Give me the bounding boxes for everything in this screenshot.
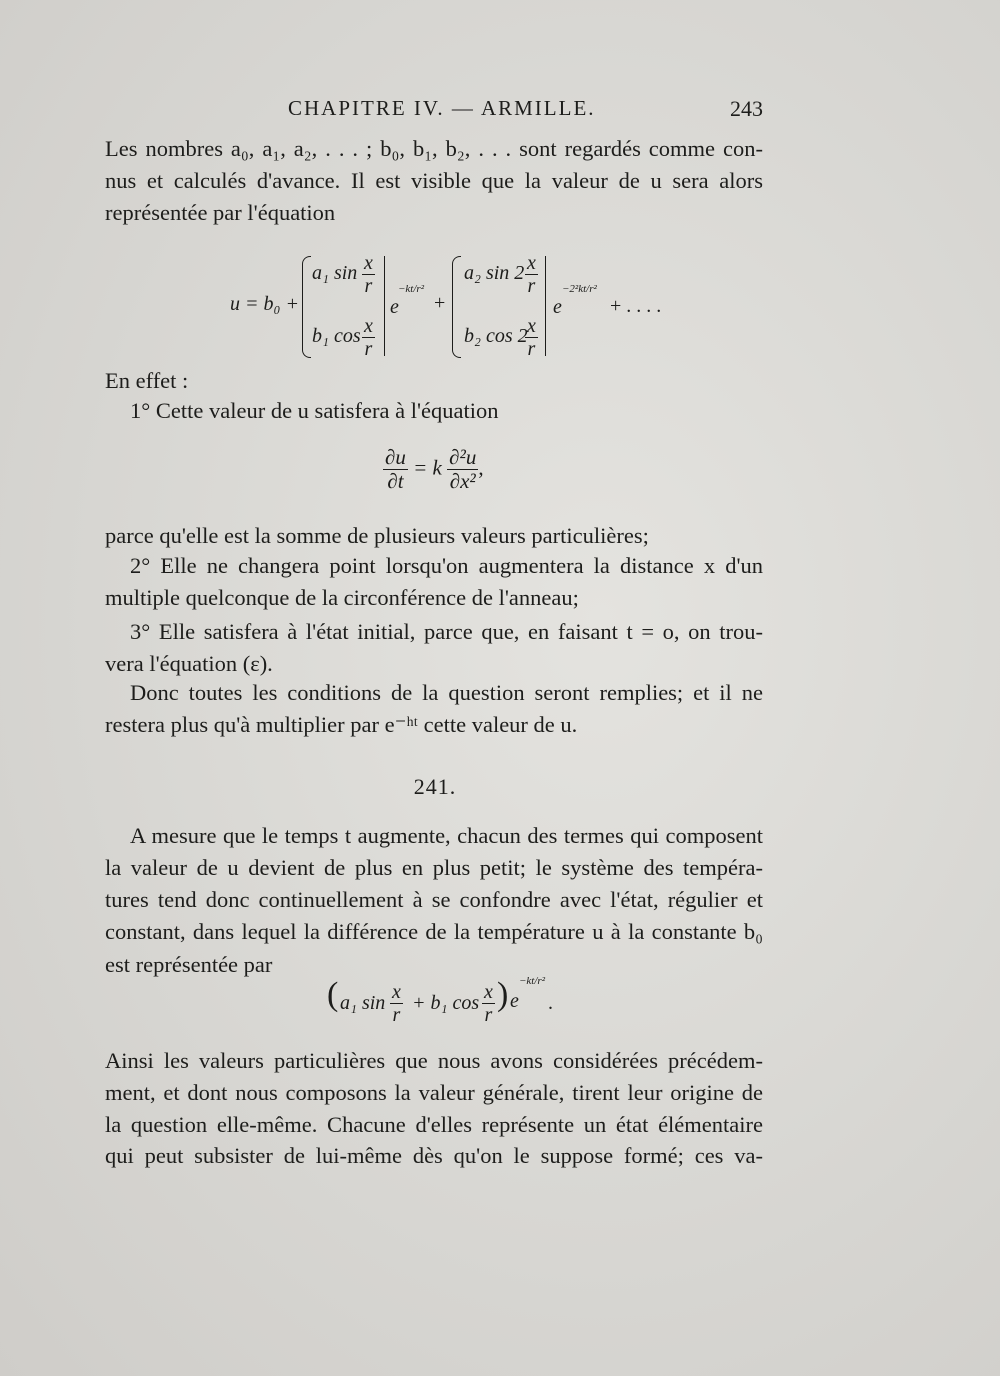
eq1-e: e <box>390 296 399 318</box>
eq3-exponent: −kt/r² <box>519 975 545 987</box>
text-line: Ainsi les valeurs particulières que nous avons considérées précédem- <box>105 1048 763 1073</box>
text-line: tures tend donc continuellement à se confondre avec l'état, régulier et <box>105 887 763 912</box>
text-line: représentée par l'équation <box>105 200 336 225</box>
right-bar <box>384 256 385 356</box>
eq3-x: x <box>392 981 401 1003</box>
eq1-r: r <box>527 338 536 360</box>
eq1-lhs: u = b₀ + <box>230 293 299 315</box>
eq3-mid: + b₁ cos <box>412 992 480 1014</box>
text-line: Donc toutes les conditions de la question seront remplies; et il ne <box>130 680 763 705</box>
eq1-exponent: −2²kt/r² <box>562 283 597 295</box>
eq3-e: e <box>510 990 519 1012</box>
text-line: la valeur de u devient de plus en plus petit; le système des tempéra- <box>105 855 763 880</box>
eq1-b1: b₁ cos <box>312 325 361 347</box>
eq3-x: x <box>484 981 493 1003</box>
right-bar <box>545 256 546 356</box>
section-label: 241. <box>413 774 457 799</box>
eq1-exponent: −kt/r² <box>398 283 424 295</box>
eq1-tail: + . . . . <box>610 295 662 317</box>
section-number <box>0 774 1000 800</box>
page-number: 243 <box>730 96 763 121</box>
text-line: 1° Cette valeur de u satisfera à l'équation <box>130 398 499 423</box>
eq1-x: x <box>527 315 536 337</box>
eq1-x: x <box>364 315 373 337</box>
text-line: parce qu'elle est la somme de plusieurs valeurs particulières; <box>105 523 649 548</box>
text-line: est représentée par <box>105 952 273 977</box>
eq1-x: x <box>364 252 373 274</box>
text-line: restera plus qu'à multiplier par e⁻ʰᵗ cette valeur de u. <box>105 712 578 737</box>
eq2-equals-k: = k <box>413 455 442 480</box>
eq3-r: r <box>392 1004 401 1026</box>
text-line: nus et calculés d'avance. Il est visible que la valeur de u sera alors <box>105 168 763 193</box>
eq2-den-left: ∂t <box>387 469 404 494</box>
eq2-num-right: ∂²u <box>449 445 477 469</box>
text-line: Les nombres a₀, a₁, a₂, . . . ; b₀, b₁, b₂, . . . sont regardés comme con- <box>105 136 763 161</box>
text-line: constant, dans lequel la différence de la température u à la constante b₀ <box>105 919 763 944</box>
chapter-title: CHAPITRE IV. — ARMILLE. <box>288 96 596 120</box>
left-brace <box>452 256 461 358</box>
left-brace <box>302 256 311 358</box>
open-paren: ( <box>327 976 339 1013</box>
eq1-a1: a₁ sin <box>312 262 358 284</box>
eq1-a2: a₂ sin 2 <box>464 262 525 284</box>
eq2-den-right: ∂x² <box>449 469 476 494</box>
eq3-r: r <box>484 1004 493 1026</box>
eq1-e: e <box>553 296 562 318</box>
text-line: A mesure que le temps t augmente, chacun des termes qui composent <box>130 823 763 848</box>
close-paren: ) <box>497 976 509 1013</box>
eq1-b2: b₂ cos 2 <box>464 325 528 347</box>
eq2-num-left: ∂u <box>385 445 406 469</box>
text-line: 2° Elle ne changera point lorsqu'on augmentera la distance x d'un <box>130 553 763 578</box>
text-line: multiple quelconque de la circonférence de l'anneau; <box>105 585 579 610</box>
text-line: 3° Elle satisfera à l'état initial, parce que, en faisant t = o, on trou- <box>130 619 763 644</box>
eq1-r: r <box>364 275 373 297</box>
eq2-comma: , <box>478 455 484 480</box>
text-line: qui peut subsister de lui-même dès qu'on le suppose formé; ces va- <box>105 1143 763 1168</box>
running-header <box>0 96 1000 126</box>
text-line: la question elle-même. Chacune d'elles représente un état élémentaire <box>105 1112 763 1137</box>
text-line: En effet : <box>105 368 189 393</box>
text-line: vera l'équation (ε). <box>105 651 273 676</box>
eq3-dot: . <box>548 992 553 1014</box>
eq1-x: x <box>527 252 536 274</box>
eq1-plus: + <box>434 292 446 314</box>
eq3-a1: a₁ sin <box>340 992 386 1014</box>
text-line: ment, et dont nous composons la valeur générale, tirent leur origine de <box>105 1080 763 1105</box>
eq1-r: r <box>527 275 536 297</box>
eq1-r: r <box>364 338 373 360</box>
